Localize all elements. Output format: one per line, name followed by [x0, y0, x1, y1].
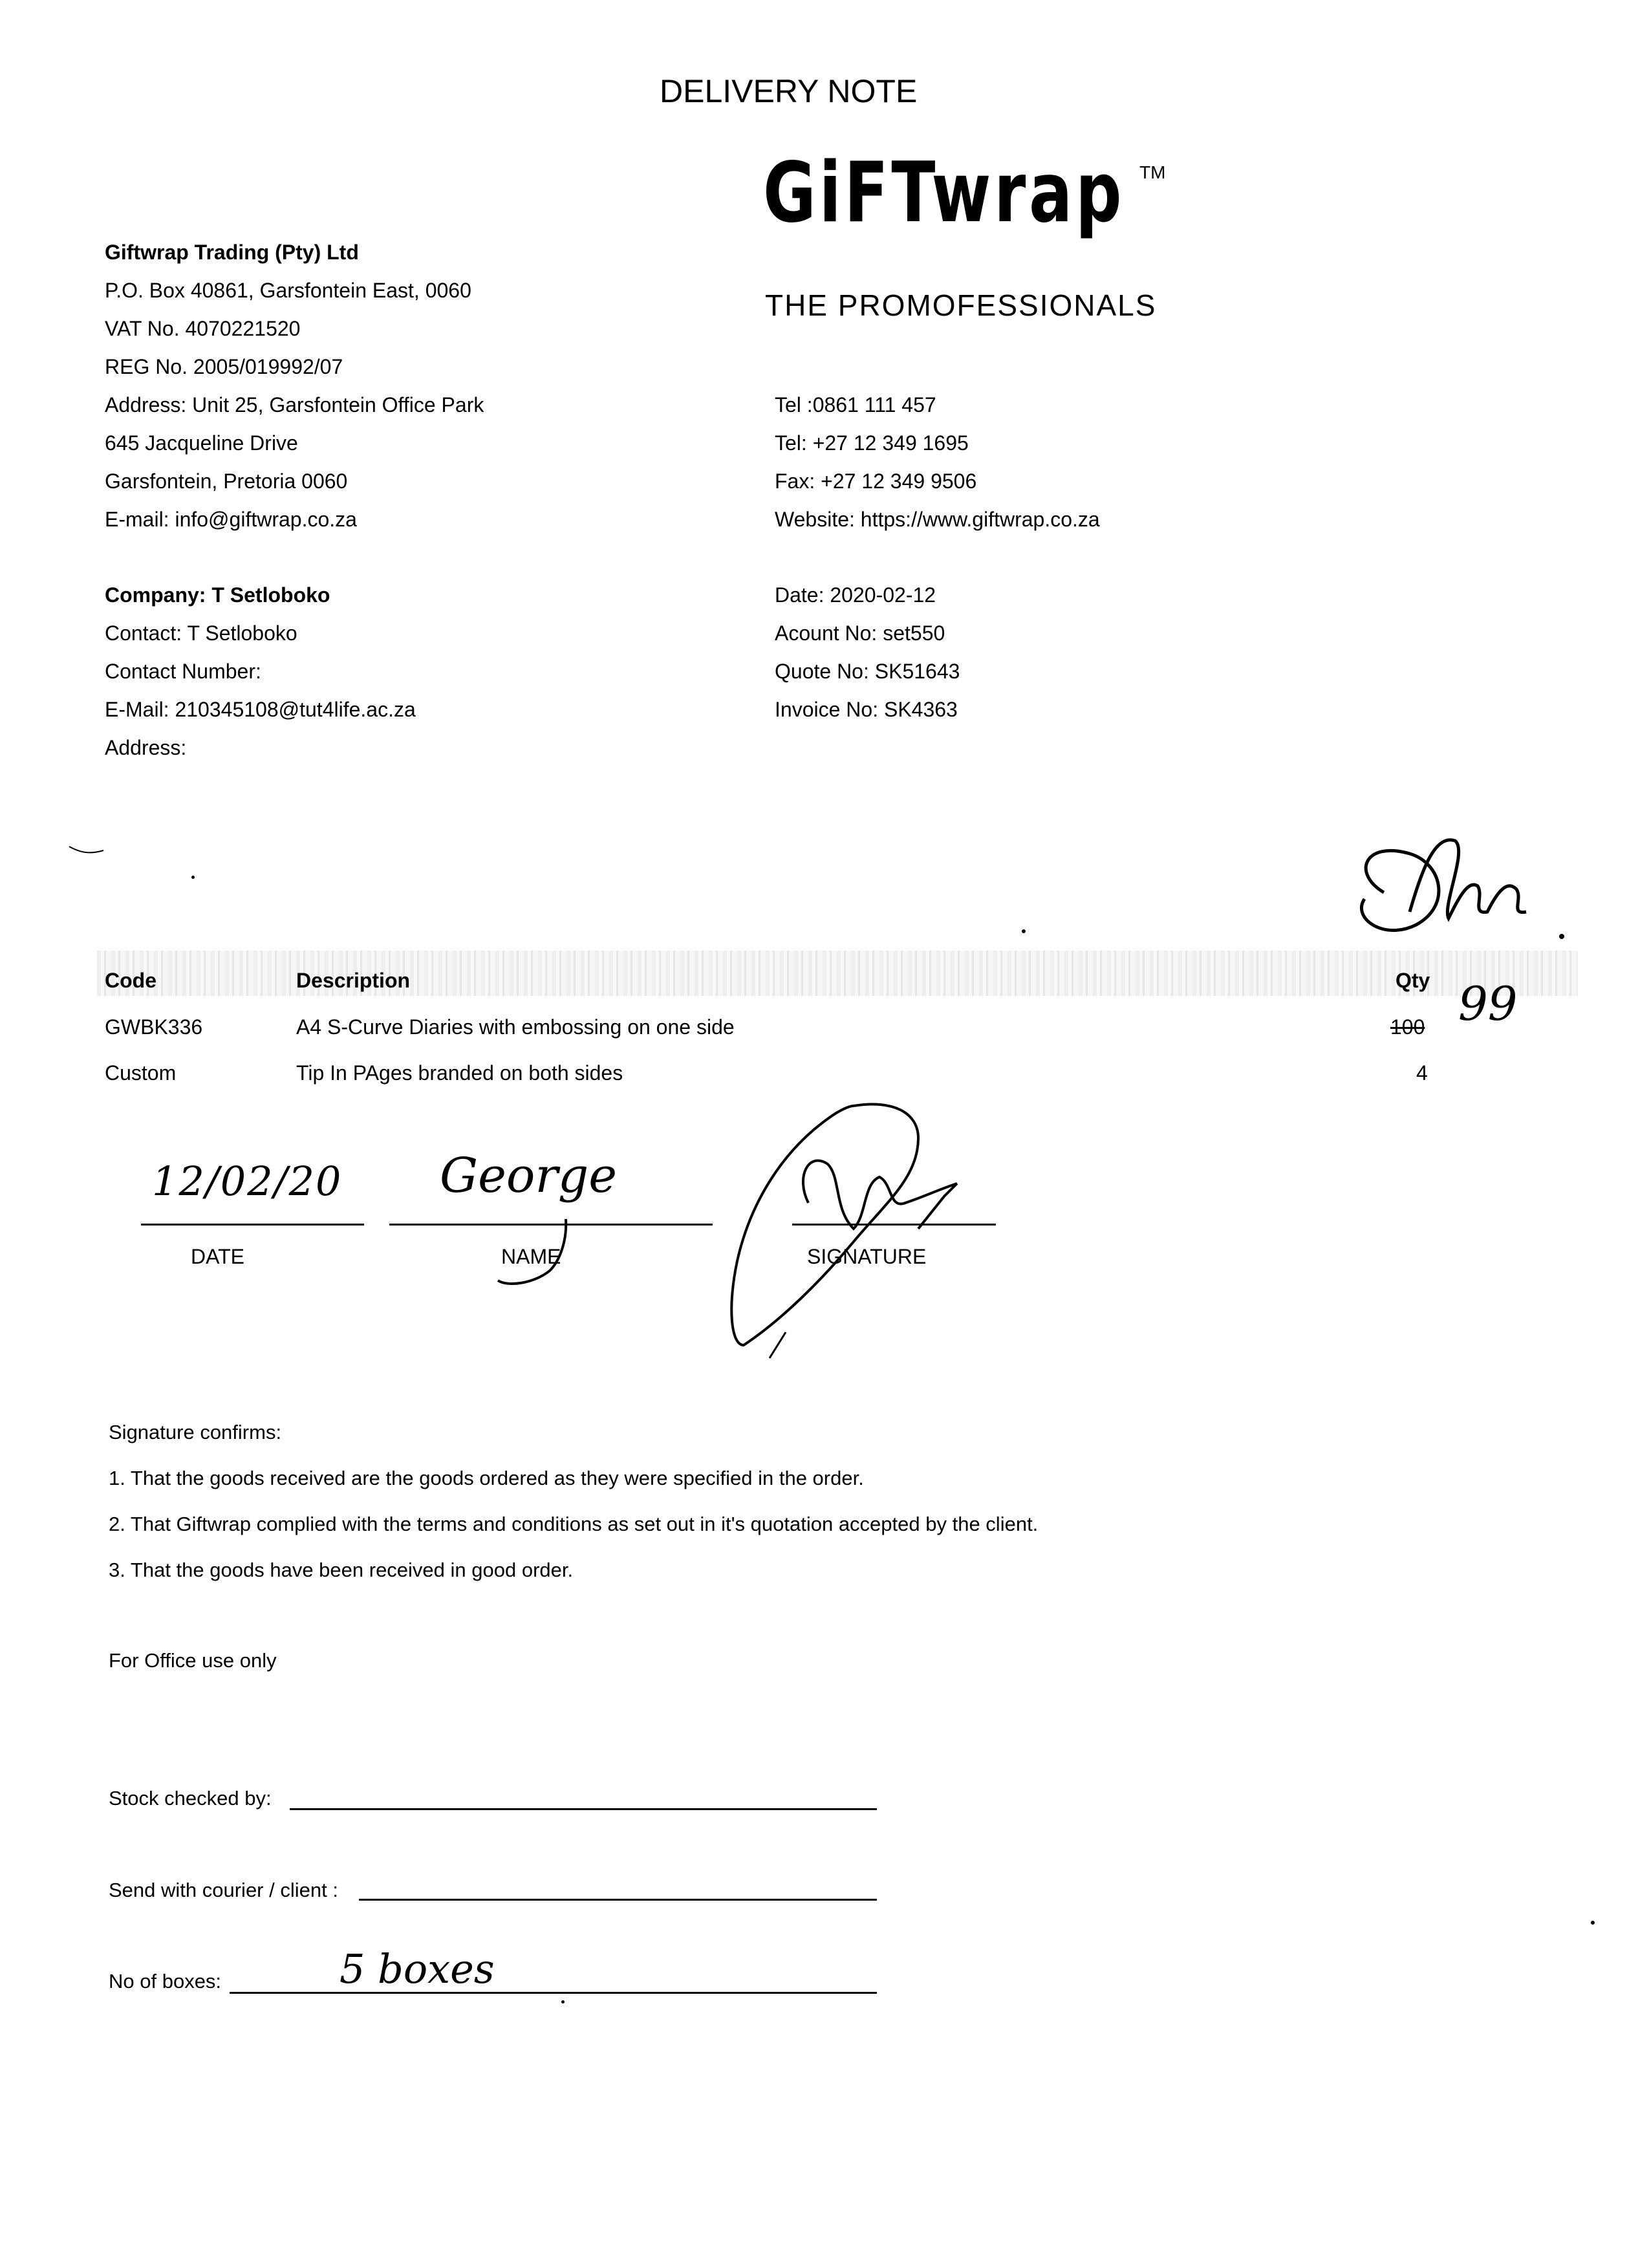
- giftwrap-logo: [763, 145, 1177, 327]
- confirm-item: 2. That Giftwrap complied with the terms and conditions as set out in it's quotation accepted by the client.: [109, 1513, 1039, 1535]
- sender-line: REG No. 2005/019992/07: [105, 355, 343, 378]
- scan-speck: [1022, 929, 1026, 933]
- name-handwritten: George: [440, 1148, 617, 1204]
- row-qty-struck: 100: [1390, 1015, 1425, 1039]
- scan-speck: [191, 876, 195, 879]
- confirm-item: 1. That the goods received are the goods ordered as they were specified in the order.: [109, 1467, 864, 1489]
- table-header-qty: Qty: [1396, 969, 1430, 992]
- sender-line: 645 Jacqueline Drive: [105, 431, 298, 455]
- courier-line: [359, 1899, 877, 1901]
- client-line: Address:: [105, 736, 187, 759]
- client-company: Company: T Setloboko: [105, 583, 330, 607]
- table-header-description: Description: [296, 969, 411, 992]
- row-code: Custom: [105, 1061, 177, 1085]
- logo-brand: GiFTwrap: [763, 145, 1125, 241]
- row-description: Tip In PAges branded on both sides: [296, 1061, 623, 1085]
- meta-invoice: Invoice No: SK4363: [775, 698, 958, 721]
- contact-line: Fax: +27 12 349 9506: [775, 470, 977, 493]
- date-handwritten: 12/02/20: [152, 1158, 343, 1205]
- confirm-heading: Signature confirms:: [109, 1421, 282, 1443]
- sender-line: VAT No. 4070221520: [105, 317, 301, 340]
- document-title: DELIVERY NOTE: [660, 73, 918, 109]
- sender-line: Address: Unit 25, Garsfontein Office Park: [105, 393, 484, 416]
- contact-line: Tel: +27 12 349 1695: [775, 431, 969, 455]
- sender-line: Garsfontein, Pretoria 0060: [105, 470, 348, 493]
- contact-line: Tel :0861 111 457: [775, 393, 936, 416]
- boxes-handwritten: 5 boxes: [339, 1945, 495, 1993]
- office-heading: For Office use only: [109, 1649, 277, 1672]
- sender-line: E-mail: info@giftwrap.co.za: [105, 508, 357, 531]
- meta-quote: Quote No: SK51643: [775, 660, 960, 683]
- scan-mark: [68, 844, 107, 857]
- table-header-code: Code: [105, 969, 156, 992]
- signature-scribble: [724, 1099, 996, 1371]
- client-line: Contact: T Setloboko: [105, 621, 297, 645]
- courier-label: Send with courier / client :: [109, 1879, 338, 1901]
- client-line: E-Mail: 210345108@tut4life.ac.za: [105, 698, 416, 721]
- logo-tm: TM: [1139, 162, 1166, 182]
- name-flourish: [495, 1216, 572, 1300]
- row-qty-handwritten: 99: [1458, 977, 1518, 1031]
- row-description: A4 S-Curve Diaries with embossing on one side: [296, 1015, 735, 1039]
- stock-checked-label: Stock checked by:: [109, 1787, 272, 1809]
- signature-label: SIGNATURE: [807, 1245, 927, 1268]
- name-label: NAME: [501, 1245, 561, 1268]
- sender-line: P.O. Box 40861, Garsfontein East, 0060: [105, 279, 471, 302]
- date-label: DATE: [191, 1245, 244, 1268]
- confirm-item: 3. That the goods have been received in good order.: [109, 1559, 574, 1581]
- boxes-line: [230, 1992, 877, 1994]
- sender-company: Giftwrap Trading (Pty) Ltd: [105, 241, 359, 264]
- client-line: Contact Number:: [105, 660, 261, 683]
- scan-speck: [1591, 1921, 1595, 1925]
- logo-tagline: THE PROMOFESSIONALS: [765, 288, 1157, 322]
- scan-speck: [561, 2000, 565, 2003]
- meta-date: Date: 2020-02-12: [775, 583, 936, 607]
- row-qty: 4: [1416, 1061, 1428, 1085]
- stock-checked-line: [290, 1808, 877, 1810]
- date-line: [141, 1224, 364, 1226]
- meta-account: Acount No: set550: [775, 621, 945, 645]
- initials-scribble: [1339, 828, 1571, 964]
- row-code: GWBK336: [105, 1015, 203, 1039]
- boxes-label: No of boxes:: [109, 1970, 222, 1993]
- contact-line: Website: https://www.giftwrap.co.za: [775, 508, 1100, 531]
